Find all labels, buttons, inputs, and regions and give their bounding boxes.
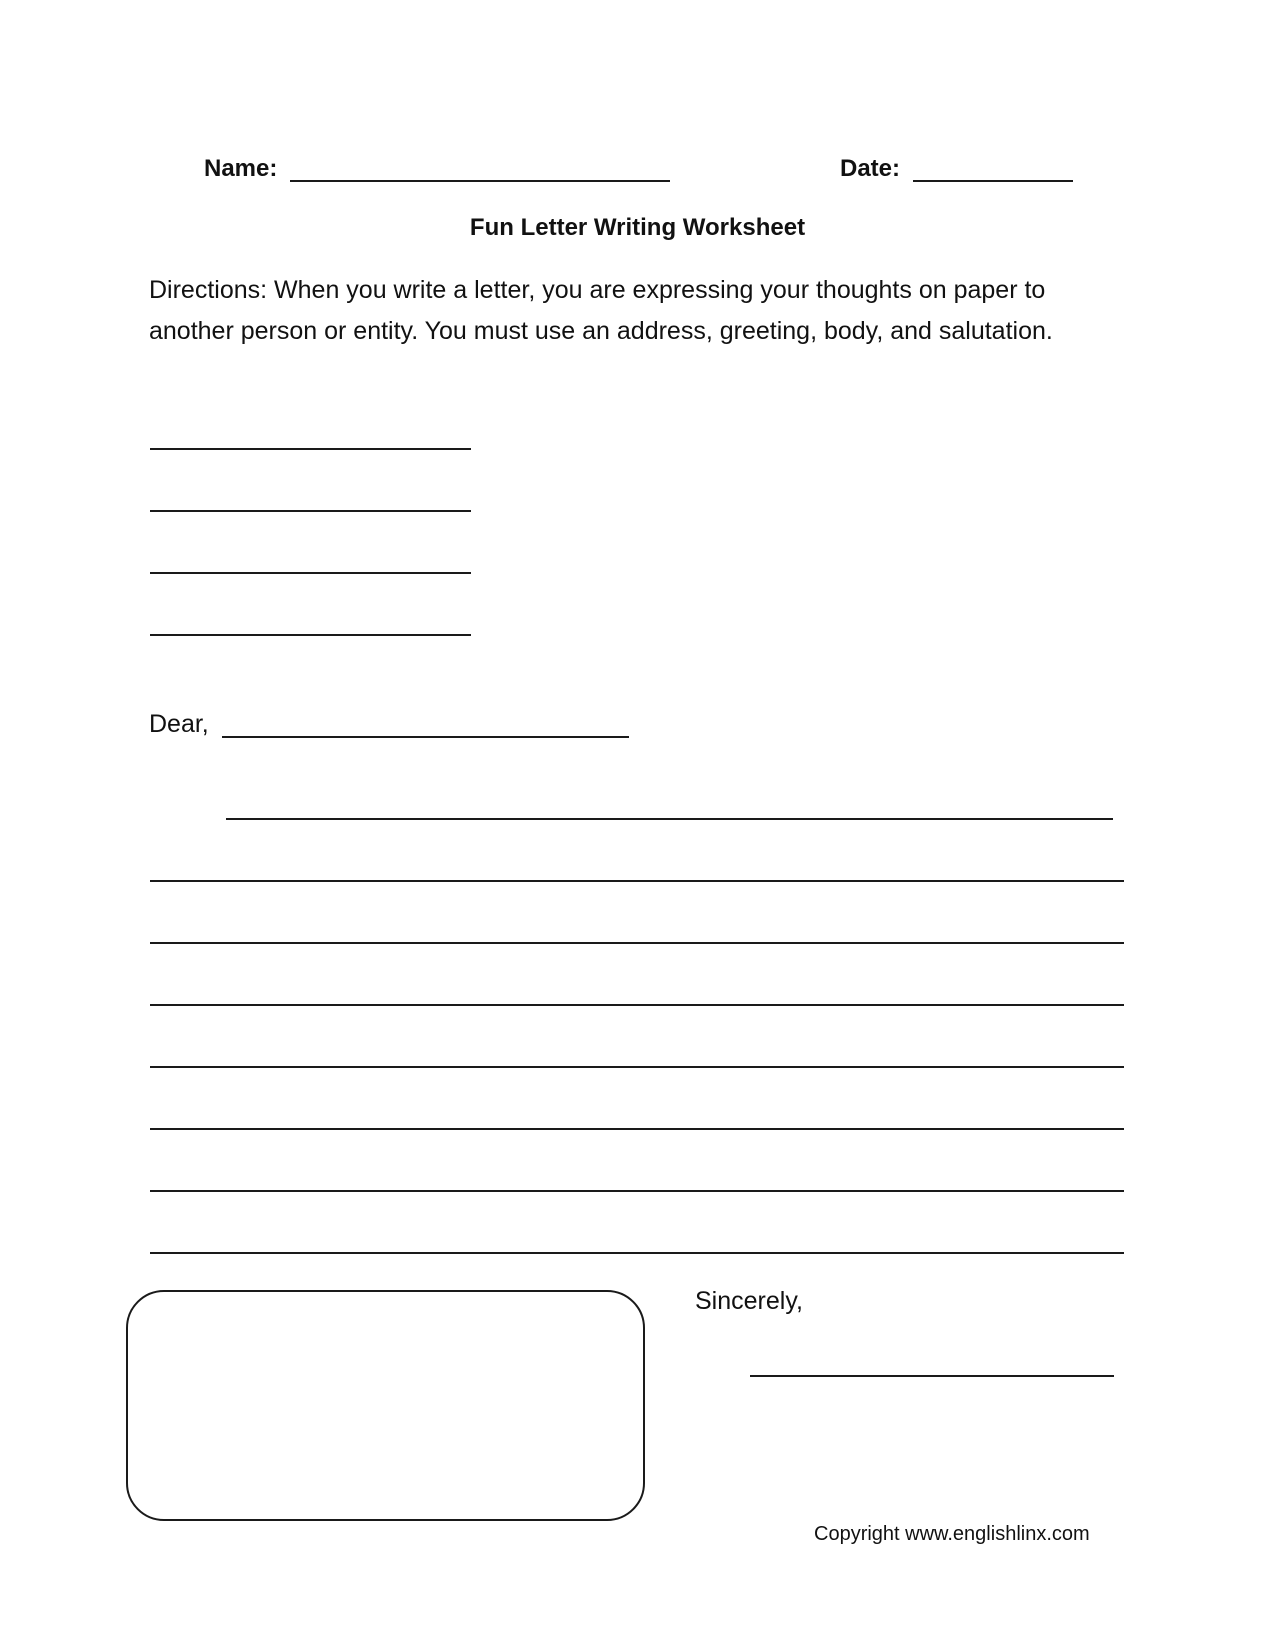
address-line[interactable] xyxy=(150,448,471,450)
name-label: Name: xyxy=(204,155,278,182)
address-line[interactable] xyxy=(150,634,471,636)
body-line[interactable] xyxy=(150,1252,1124,1254)
body-line-indented[interactable] xyxy=(226,818,1113,820)
name-line[interactable] xyxy=(290,180,670,182)
directions-text: Directions: When you write a letter, you are expressing your thoughts on paper to another person or entity. You must use an address, greeting, body, and salutation. xyxy=(149,276,1053,345)
body-line[interactable] xyxy=(150,1004,1124,1006)
body-line[interactable] xyxy=(150,1066,1124,1068)
greeting-line[interactable] xyxy=(222,736,629,738)
drawing-box[interactable] xyxy=(126,1290,645,1521)
greeting-label: Dear, xyxy=(149,710,209,738)
body-line[interactable] xyxy=(150,880,1124,882)
worksheet-title: Fun Letter Writing Worksheet xyxy=(469,214,806,241)
closing-label: Sincerely, xyxy=(695,1287,803,1315)
body-line[interactable] xyxy=(150,1128,1124,1130)
body-line[interactable] xyxy=(150,942,1124,944)
copyright-text: Copyright www.englishlinx.com xyxy=(814,1523,1090,1545)
address-line[interactable] xyxy=(150,572,471,574)
date-label: Date: xyxy=(840,155,901,182)
date-line[interactable] xyxy=(913,180,1073,182)
address-line[interactable] xyxy=(150,510,471,512)
signature-line[interactable] xyxy=(750,1375,1114,1377)
body-line[interactable] xyxy=(150,1190,1124,1192)
